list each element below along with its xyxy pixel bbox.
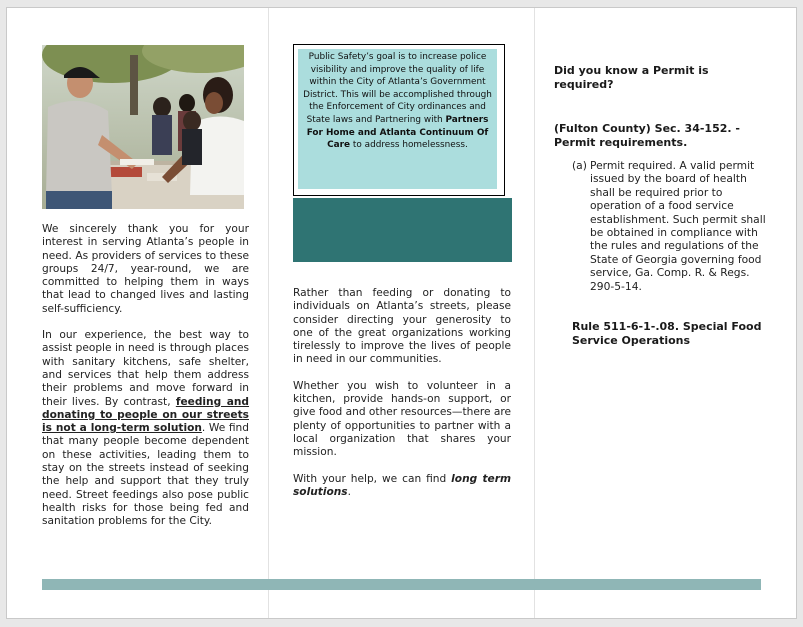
long-term-start: With your help, we can find [293, 472, 452, 485]
long-term-solution-emphasis: feeding and donating to people on our streets is not a long-term solution [42, 395, 250, 435]
volunteers-serving-food-photo [42, 45, 244, 209]
panel-fold-right [534, 8, 535, 618]
long-term-emphasis: long term solutions [293, 472, 511, 498]
permit-heading: Did you know a Permit is required? [554, 64, 709, 91]
redirect-giving-paragraph: Rather than feeding or donating to individuals on Atlanta’s streets, please consider directing your generosity to one of the great organizations working tirelessly to improve the lives of people in need in our communities. [293, 287, 511, 366]
middle-panel-text [293, 287, 511, 512]
panel-fold-left [268, 8, 269, 618]
street-feeding-end: . We find that many people become dependent on these activities, leading them to stay on the streets instead of seeking the help and support that they truly need. Street feedings also pose public health risks for those being fed and sanitation problems for the City. [42, 422, 249, 528]
brochure-page [6, 7, 797, 619]
long-term-paragraph [293, 473, 511, 500]
callout-partners: Partners For Home and Atlanta Continuum Of Care [306, 114, 489, 151]
left-panel-text [42, 223, 249, 542]
permit-requirement-item [572, 159, 767, 293]
fulton-county-section-title: (Fulton County) Sec. 34-152. - Permit requirements. [554, 122, 740, 149]
bottom-accent-bar [42, 579, 761, 590]
long-term-end: . [347, 485, 351, 498]
street-feeding-start: In our experience, the best way to assist people in need is through places with sanitary kitchens, safe shelter, and services that help them address their problems and move forward in their lives. By contrast, [42, 329, 249, 408]
intro-paragraph: We sincerely thank you for your interest in serving Atlanta’s people in need. As providers of services to these groups 24/7, year-round, we are committed to helping them in ways that lead to changed lives and lasting self-sufficiency. [42, 223, 249, 315]
volunteer-paragraph: Whether you wish to volunteer in a kitchen, provide hands-on support, or give food and other resources—there are plenty of opportunities to partner with a local organization that shares your mission. [293, 379, 511, 459]
teal-color-block [293, 198, 512, 262]
item-text: Permit required. A valid permit issued by the board of health shall be required prior to operation of a food service establishment. Such permit shall be obtained in compliance with the rules and regulations of the State of Georgia governing food service, Ga. Comp. R. & Regs. 290-5-14. [590, 159, 766, 293]
rule-title: Rule 511-6-1-.08. Special Food Service Operations [572, 320, 762, 347]
street-feeding-paragraph [42, 329, 249, 528]
public-safety-callout [293, 44, 505, 196]
callout-start: Public Safety’s goal is to increase police visibility and improve the quality of life within the City of Atlanta’s Government District. This will be accomplished through the Enforcement of City ordinances and State laws and Partnering with [303, 52, 492, 125]
callout-text [298, 49, 497, 189]
callout-end: to address homelessness. [350, 140, 468, 151]
item-label: (a) [572, 159, 587, 172]
